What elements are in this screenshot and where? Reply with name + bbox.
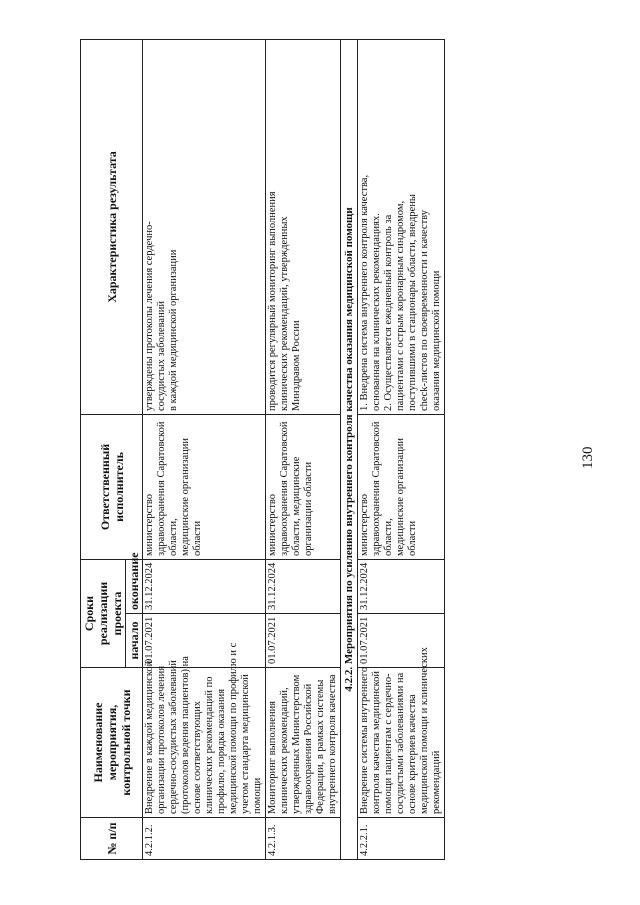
row-name: Внедрение системы внутреннего контроля качества медицинской помощи пациентам с сердечно- сосудистыми заболеваниями на основе критериев качества медицинской помощи и клинических рекомендаций: [358, 668, 445, 818]
header-name: Наименование мероприятия, контрольной точки: [81, 668, 143, 818]
table-row: [358, 39, 445, 859]
header-end: окончание: [126, 559, 143, 613]
header-number: № п/п: [81, 818, 143, 860]
row-result: утверждены протоколы лечения сердечно- сосудистых заболеваний в каждой медицинской организации: [143, 39, 266, 414]
table-row: [266, 39, 341, 859]
row-number: 4.2.1.2.: [143, 818, 266, 860]
row-executor: министерство здравоохранения Саратовской области, медицинские организации области: [143, 414, 266, 559]
row-executor: министерство здравоохранения Саратовской области, медицинские организации области: [266, 414, 341, 559]
header-start: начало: [126, 614, 143, 668]
row-start-date: 01.07.2021: [358, 614, 445, 668]
row-result: проводится регулярный мониторинг выполнения клинических рекомендаций, утвержденных Минздравом России: [266, 39, 341, 414]
row-end-date: 31.12.2024: [266, 559, 341, 613]
section-row: [341, 39, 358, 859]
header-result: Характеристика результата: [81, 39, 143, 414]
row-end-date: 31.12.2024: [358, 559, 445, 613]
header-executor: Ответственный исполнитель: [81, 414, 143, 559]
row-name: Внедрение в каждой медицинской организации протоколов лечения сердечно-сосудистых заболеваний (протоколов ведения пациентов) на основе соответствующих клинических рекомендаций по профилю, порядка оказания медицинской помощи по профилю и с учетом стандарта медицинской помощи: [143, 668, 266, 818]
row-number: 4.2.1.3.: [266, 818, 341, 860]
header-term: Сроки реализации проекта: [81, 559, 126, 667]
row-start-date: 01.07.2021: [143, 614, 266, 668]
table-row: [143, 39, 266, 859]
page-number: 130: [580, 446, 596, 469]
row-result: 1. Внедрена система внутреннего контроля качества, основанная на клинических рекомендациях. 2. Осуществляется ежедневный контроль за пациентами с острым коронарным синдромом, поступившими в стационары области, внедрены check-листов по своевременности и качеству оказания медицинской помощи: [358, 39, 445, 414]
row-name: Мониторинг выполнения клинических рекомендаций, утвержденных Министерством здравоохранения Российской Федерации, в рамках системы внутреннего контроля качества: [266, 668, 341, 818]
row-executor: министерство здравоохранения Саратовской области, медицинские организации области: [358, 414, 445, 559]
measures-table: [80, 39, 445, 860]
row-end-date: 31.12.2024: [143, 559, 266, 613]
row-start-date: 01.07.2021: [266, 614, 341, 668]
section-title: 4.2.2. Мероприятия по усилению внутреннего контроля качества оказания медицинской помощи: [341, 39, 358, 859]
row-number: 4.2.2.1.: [358, 818, 445, 860]
